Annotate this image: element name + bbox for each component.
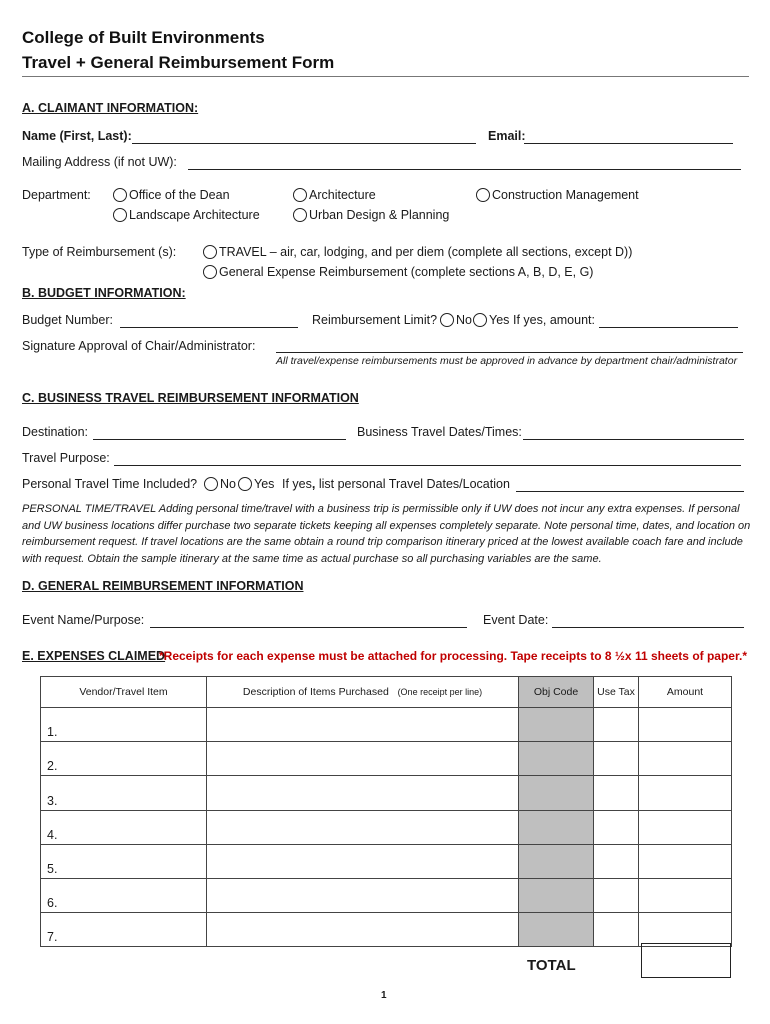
expenses-table xyxy=(40,676,732,947)
row-number[interactable]: 2. xyxy=(41,742,207,776)
address-label: Mailing Address (if not UW): xyxy=(22,155,177,169)
description-cell[interactable] xyxy=(207,844,519,878)
event-date-label: Event Date: xyxy=(483,613,549,627)
use-tax-cell[interactable] xyxy=(594,742,639,776)
travel-purpose-label: Travel Purpose: xyxy=(22,451,110,465)
department-label: Department: xyxy=(22,188,91,202)
section-c-heading: C. BUSINESS TRAVEL REIMBURSEMENT INFORMATION xyxy=(22,391,359,405)
col-obj-code: Obj Code xyxy=(519,677,594,708)
personal-time-yes[interactable]: Yes xyxy=(238,477,274,491)
col-use-tax: Use Tax xyxy=(594,677,639,708)
amount-field[interactable] xyxy=(599,327,738,328)
event-date-field[interactable] xyxy=(552,627,744,628)
radio-icon[interactable] xyxy=(203,265,217,279)
radio-icon[interactable] xyxy=(440,313,454,327)
amount-cell[interactable] xyxy=(639,878,732,912)
col-vendor: Vendor/Travel Item xyxy=(41,677,207,708)
event-name-label: Event Name/Purpose: xyxy=(22,613,145,627)
row-number[interactable]: 5. xyxy=(41,844,207,878)
radio-icon[interactable] xyxy=(203,245,217,259)
use-tax-cell[interactable] xyxy=(594,776,639,810)
use-tax-cell[interactable] xyxy=(594,810,639,844)
amount-cell[interactable] xyxy=(639,810,732,844)
dept-option-urban-design[interactable]: Urban Design & Planning xyxy=(293,208,449,222)
personal-time-label: Personal Travel Time Included? xyxy=(22,477,198,491)
obj-code-cell[interactable] xyxy=(519,913,594,947)
use-tax-cell[interactable] xyxy=(594,878,639,912)
table-header-row xyxy=(41,677,732,708)
reimb-limit-label: Reimbursement Limit? xyxy=(312,313,438,327)
radio-icon[interactable] xyxy=(238,477,252,491)
radio-icon[interactable] xyxy=(473,313,487,327)
name-label: Name (First, Last): xyxy=(22,129,132,143)
row-number[interactable]: 1. xyxy=(41,708,207,742)
email-label: Email: xyxy=(488,129,526,143)
use-tax-cell[interactable] xyxy=(594,708,639,742)
amount-cell[interactable] xyxy=(639,844,732,878)
description-cell[interactable] xyxy=(207,742,519,776)
radio-icon[interactable] xyxy=(204,477,218,491)
row-number[interactable]: 4. xyxy=(41,810,207,844)
row-number[interactable]: 6. xyxy=(41,878,207,912)
business-dates-field[interactable] xyxy=(523,439,744,440)
radio-icon[interactable] xyxy=(476,188,490,202)
section-e-heading: E. EXPENSES CLAIMED xyxy=(22,649,166,663)
amount-cell[interactable] xyxy=(639,742,732,776)
row-number[interactable]: 7. xyxy=(41,913,207,947)
table-row xyxy=(41,913,732,947)
header-rule xyxy=(22,76,749,77)
description-cell[interactable] xyxy=(207,878,519,912)
destination-field[interactable] xyxy=(93,439,346,440)
table-row xyxy=(41,742,732,776)
obj-code-cell[interactable] xyxy=(519,810,594,844)
budget-number-label: Budget Number: xyxy=(22,313,114,327)
use-tax-cell[interactable] xyxy=(594,844,639,878)
description-cell[interactable] xyxy=(207,913,519,947)
radio-icon[interactable] xyxy=(293,188,307,202)
table-row xyxy=(41,810,732,844)
form-title-line1: College of Built Environments xyxy=(22,28,265,47)
dept-option-dean[interactable]: Office of the Dean xyxy=(113,188,230,202)
dept-option-landscape[interactable]: Landscape Architecture xyxy=(113,208,260,222)
personal-list-label: If yes, list personal Travel Dates/Location xyxy=(282,477,510,491)
reimb-option-travel[interactable]: TRAVEL – air, car, lodging, and per diem (complete all sections, except D)) xyxy=(203,245,632,259)
radio-icon[interactable] xyxy=(113,208,127,222)
col-description: Description of Items Purchased (One receipt per line) xyxy=(207,677,519,708)
obj-code-cell[interactable] xyxy=(519,742,594,776)
obj-code-cell[interactable] xyxy=(519,844,594,878)
section-a-heading: A. CLAIMANT INFORMATION: xyxy=(22,101,199,115)
obj-code-cell[interactable] xyxy=(519,878,594,912)
budget-number-field[interactable] xyxy=(120,327,298,328)
personal-list-field[interactable] xyxy=(516,491,744,492)
amount-cell[interactable] xyxy=(639,776,732,810)
use-tax-cell[interactable] xyxy=(594,913,639,947)
obj-code-cell[interactable] xyxy=(519,776,594,810)
obj-code-cell[interactable] xyxy=(519,708,594,742)
table-row xyxy=(41,844,732,878)
receipts-note: *Receipts for each expense must be attached for processing. Tape receipts to 8 ½x 11 sheets of paper.* xyxy=(159,649,747,663)
address-field[interactable] xyxy=(188,169,741,170)
name-field[interactable] xyxy=(132,143,476,144)
row-number[interactable]: 3. xyxy=(41,776,207,810)
description-cell[interactable] xyxy=(207,708,519,742)
signature-field[interactable] xyxy=(276,352,743,353)
destination-label: Destination: xyxy=(22,425,89,439)
amount-cell[interactable] xyxy=(639,708,732,742)
radio-icon[interactable] xyxy=(113,188,127,202)
table-row xyxy=(41,776,732,810)
travel-purpose-field[interactable] xyxy=(114,465,741,466)
total-label: TOTAL xyxy=(527,957,576,974)
approval-note: All travel/expense reimbursements must be approved in advance by department chair/administrator xyxy=(276,355,738,367)
signature-label: Signature Approval of Chair/Administrator: xyxy=(22,339,256,353)
section-d-heading: D. GENERAL REIMBURSEMENT INFORMATION xyxy=(22,579,304,593)
description-cell[interactable] xyxy=(207,776,519,810)
personal-time-no[interactable]: No xyxy=(204,477,236,491)
total-amount-field[interactable] xyxy=(641,943,731,978)
business-dates-label: Business Travel Dates/Times: xyxy=(357,425,522,439)
reimb-limit-no[interactable]: No xyxy=(440,313,472,327)
dept-option-architecture[interactable]: Architecture xyxy=(293,188,376,202)
personal-travel-paragraph: PERSONAL TIME/TRAVEL Adding personal time/travel with a business trip is permissible only if UW does not incur any extra expenses. If personal and UW business locations differ purchase two separate tickets keeping all expenses completely separate. Note personal time, dates, and location on reimbursement request. If travel locations are the same obtain a round trip comparison itinerary priced at the lowest available coach fare and include with request. Obtain the sample itinerary at the same time as actual purchase so all purchasing variables are the same. xyxy=(22,503,751,565)
page-number: 1 xyxy=(381,990,387,1001)
form-title-line2: Travel + General Reimbursement Form xyxy=(22,53,335,72)
email-field[interactable] xyxy=(524,143,733,144)
section-b-heading: B. BUDGET INFORMATION: xyxy=(22,286,186,300)
amount-label: If yes, amount: xyxy=(513,313,595,327)
radio-icon[interactable] xyxy=(293,208,307,222)
reimb-option-general[interactable]: General Expense Reimbursement (complete sections A, B, D, E, G) xyxy=(203,265,593,279)
reimb-type-label: Type of Reimbursement (s): xyxy=(22,245,177,259)
table-row xyxy=(41,878,732,912)
amount-cell[interactable] xyxy=(639,913,732,947)
col-amount: Amount xyxy=(639,677,732,708)
dept-option-construction[interactable]: Construction Management xyxy=(476,188,639,202)
event-name-field[interactable] xyxy=(150,627,467,628)
description-cell[interactable] xyxy=(207,810,519,844)
reimb-limit-yes[interactable]: Yes xyxy=(473,313,509,327)
table-row xyxy=(41,708,732,742)
